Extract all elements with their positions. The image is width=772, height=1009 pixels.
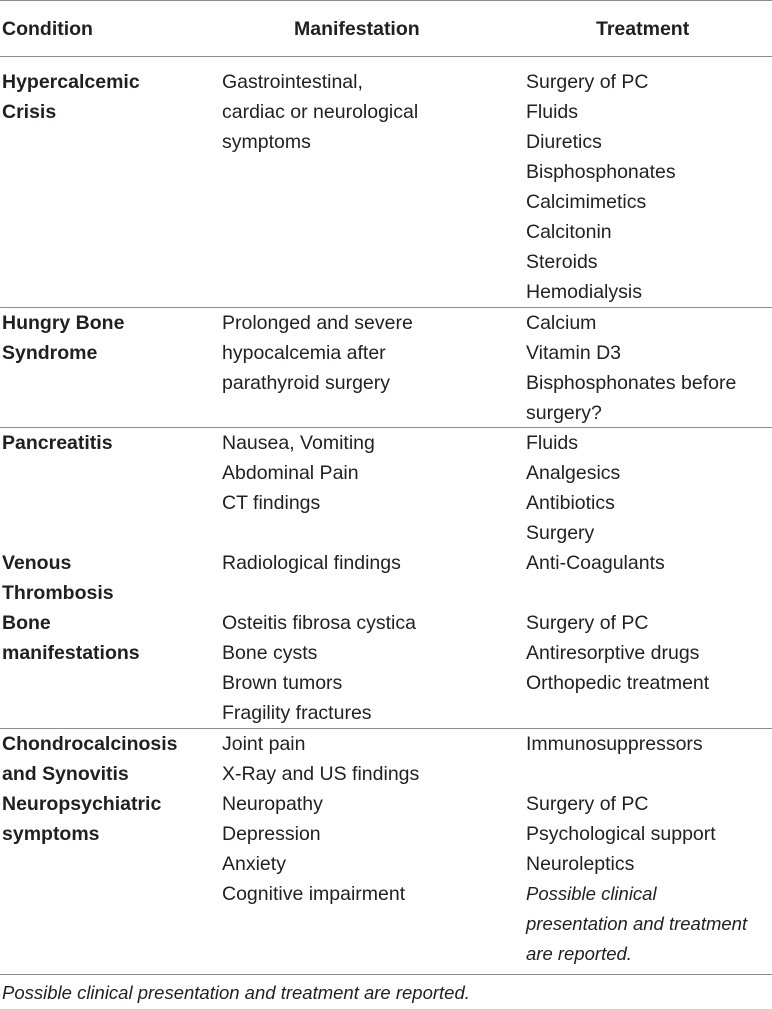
table-row-manifestation: Nausea, Vomiting Abdominal Pain CT findings — [222, 432, 375, 514]
header-manifestation: Manifestation — [294, 18, 420, 40]
table-row-condition: Bone manifestations — [2, 612, 140, 664]
table-row-treatment: Anti-Coagulants — [526, 552, 665, 574]
row-divider — [0, 427, 772, 428]
table-row-condition: Neuropsychiatric symptoms — [2, 793, 162, 845]
treatment-note: are reported. — [526, 943, 632, 964]
table-row-treatment: Surgery of PC Antiresorptive drugs Orthopedic treatment — [526, 612, 710, 694]
header-condition: Condition — [2, 18, 93, 40]
table-row-condition: Hungry Bone Syndrome — [2, 312, 125, 364]
table-row-treatment: Surgery of PC Psychological support Neuroleptics Possible clinical presentation and treatment are reported. — [526, 789, 747, 969]
table-footnote: Possible clinical presentation and treatment are reported. — [2, 982, 470, 1003]
table-row-treatment: Immunosuppressors — [526, 733, 703, 755]
table-row-condition: Hypercalcemic Crisis — [2, 71, 140, 123]
treatment-note: Possible clinical — [526, 883, 657, 904]
table-row-manifestation: Osteitis fibrosa cystica Bone cysts Brown tumors Fragility fractures — [222, 612, 416, 724]
header-rule — [0, 56, 772, 57]
table-bottom-rule — [0, 974, 772, 975]
table-row-condition: Chondrocalcinosis and Synovitis — [2, 733, 178, 785]
table-row-condition: Pancreatitis — [2, 432, 113, 454]
header-treatment: Treatment — [596, 18, 690, 40]
table-top-rule — [0, 0, 772, 1]
table-row-manifestation: Neuropathy Depression Anxiety Cognitive impairment — [222, 793, 406, 905]
table-row-manifestation: Prolonged and severe hypocalcemia after parathyroid surgery — [222, 312, 413, 394]
table-row-manifestation: Gastrointestinal, cardiac or neurological symptoms — [222, 71, 419, 153]
table-row-treatment: Calcium Vitamin D3 Bisphosphonates before surgery? — [526, 312, 737, 424]
table-row-manifestation: Radiological findings — [222, 552, 401, 574]
treatment-note: presentation and treatment — [526, 913, 748, 934]
table-row-treatment: Fluids Analgesics Antibiotics Surgery — [526, 432, 621, 544]
table-row-treatment: Surgery of PC Fluids Diuretics Bisphosphonates Calcimimetics Calcitonin Steroids Hemodialysis — [526, 71, 676, 303]
table-row-condition: Venous Thrombosis — [2, 552, 114, 604]
table-row-manifestation: Joint pain X-Ray and US findings — [222, 733, 420, 785]
